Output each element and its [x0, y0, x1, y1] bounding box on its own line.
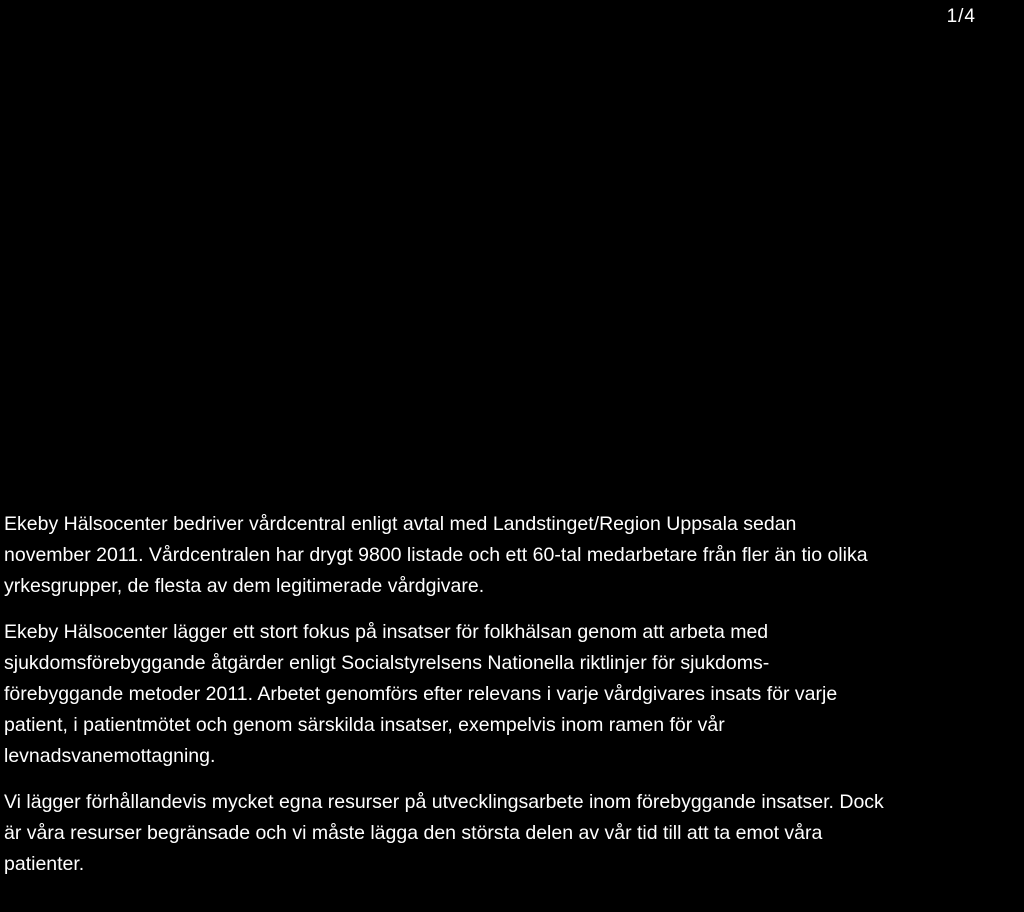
paragraph-public-health: Ekeby Hälsocenter lägger ett stort fokus på insatser för folkhälsan genom att arbeta med sjukdomsförebyggande åtgärder enligt Socialstyrelsens Nationella riktlinjer för sjukdoms- förebyggande metoder 2011. Arbetet genomförs efter relevans i varje vårdgivares insats för varje patient, i patientmötet och genom särskilda insatser, exempelvis inom ramen för vår levnadsvanemottagning. [4, 621, 838, 767]
paragraph-resources: Vi lägger förhållandevis mycket egna resurser på utvecklingsarbete inom förebyggande insatser. Dock är våra resurser begränsade och vi måste lägga den största delen av vår tid till att ta emot våra patienter. [4, 791, 884, 875]
page-number: 1/4 [946, 6, 976, 27]
paragraph-intro: Ekeby Hälsocenter bedriver vårdcentral enligt avtal med Landstinget/Region Uppsala sedan november 2011. Vårdcentralen har drygt 9800 listade och ett 60-tal medarbetare från fler än tio olika yrkesgrupper, de flesta av dem legitimerade vårdgivare. [4, 513, 868, 597]
body-text [4, 509, 1022, 895]
